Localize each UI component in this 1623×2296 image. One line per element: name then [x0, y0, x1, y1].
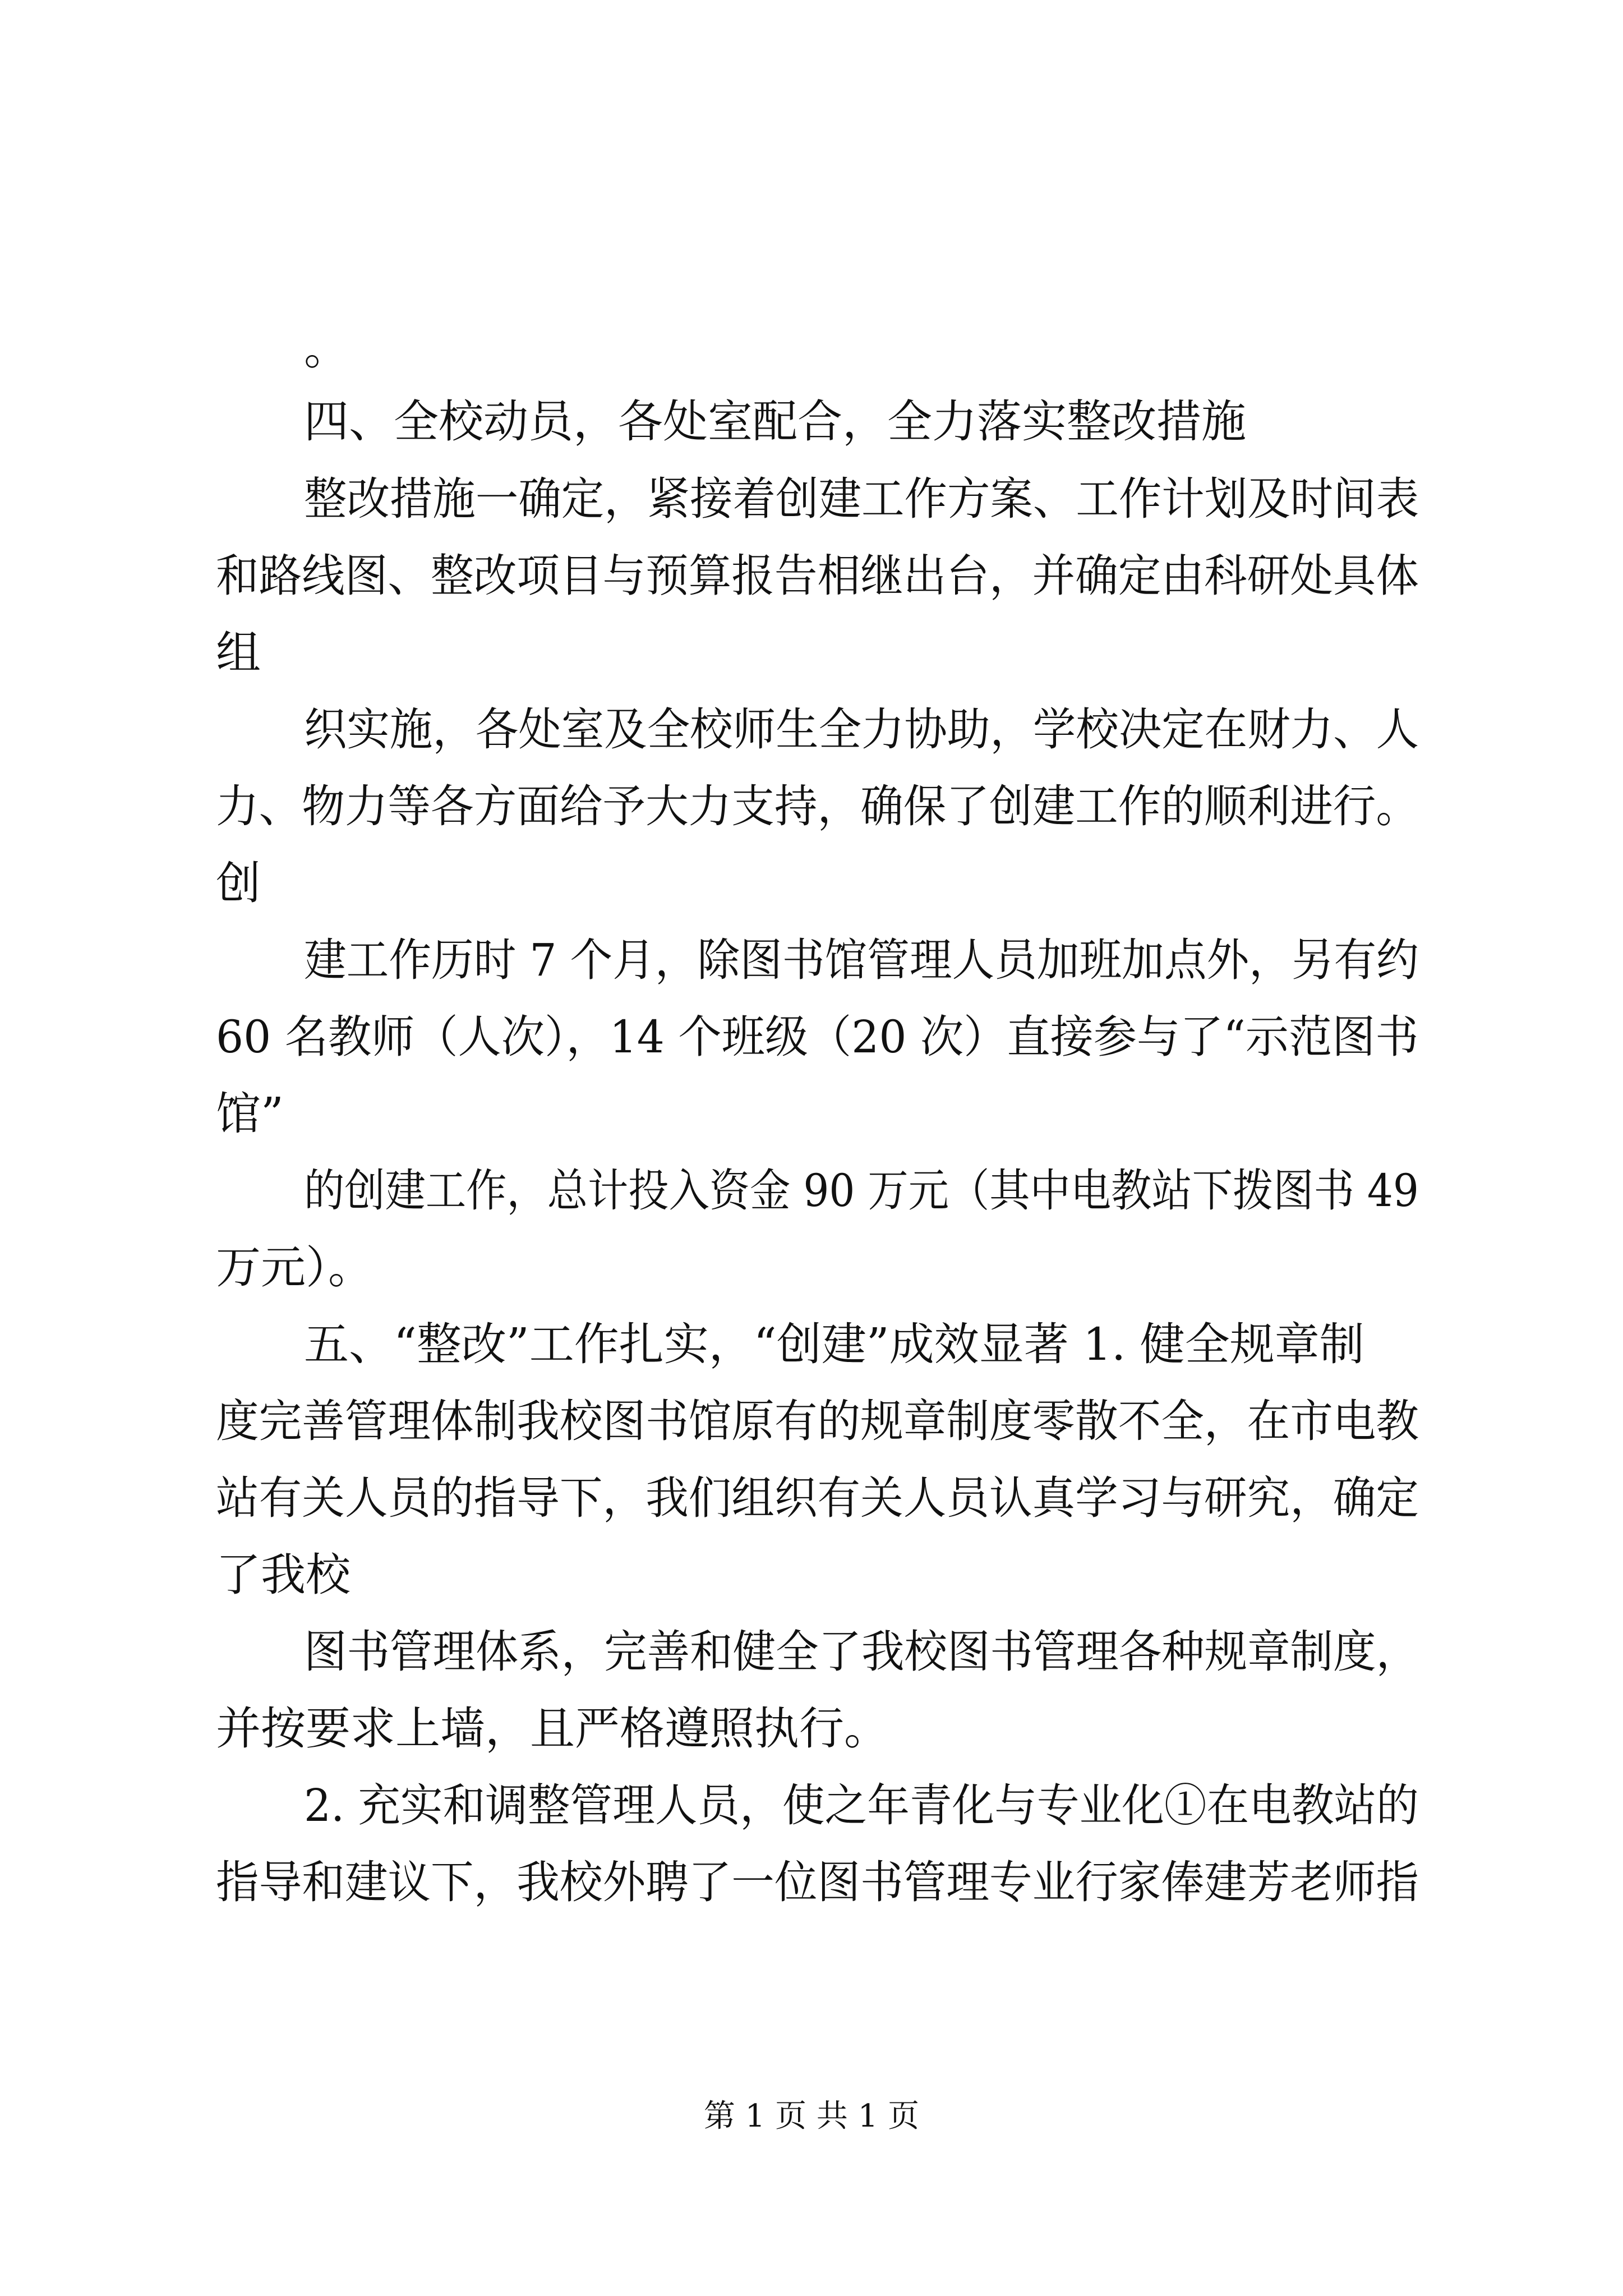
text-line: 指导和建议下，我校外聘了一位图书管理专业行家俸建芳老师指 [216, 1856, 1419, 1908]
text-line: 2. 充实和调整管理人员，使之年青化与专业化①在电教站的 [304, 1779, 1419, 1832]
text-line: 。 [304, 323, 349, 375]
text-line: 万元）。 [216, 1241, 373, 1294]
text-line: 组 [216, 627, 261, 679]
section-heading: 五、“整改”工作扎实，“创建”成效显著 1. 健全规章制 [304, 1318, 1364, 1370]
text-line: 站有关人员的指导下，我们组织有关人员认真学习与研究，确定 [216, 1472, 1419, 1524]
text-line: 织实施，各处室及全校师生全力协助，学校决定在财力、人 [304, 703, 1419, 756]
text-line: 图书管理体系，完善和健全了我校图书管理各种规章制度， [304, 1626, 1419, 1678]
text-line: 并按要求上墙，且严格遵照执行。 [216, 1703, 889, 1755]
text-line: 的创建工作，总计投入资金 90 万元（其中电教站下拨图书 49 [304, 1165, 1419, 1217]
page-footer: 第 1 页 共 1 页 [703, 2098, 920, 2134]
text-line: 力、物力等各方面给予大力支持，确保了创建工作的顺利进行。 [216, 780, 1419, 832]
text-line: 建工作历时 7 个月，除图书馆管理人员加班加点外，另有约 [304, 934, 1419, 986]
section-heading: 四、全校动员，各处室配合，全力落实整改措施 [304, 395, 1246, 448]
text-line: 了我校 [216, 1549, 351, 1601]
text-line: 整改措施一确定，紧接着创建工作方案、工作计划及时间表 [304, 473, 1419, 525]
text-line: 度完善管理体制我校图书馆原有的规章制度零散不全，在市电教 [216, 1395, 1419, 1447]
text-line: 创 [216, 857, 261, 909]
text-line: 和路线图、整改项目与预算报告相继出台，并确定由科研处具体 [216, 550, 1419, 602]
text-line: 馆” [216, 1088, 284, 1140]
text-line: 60 名教师（人次），14 个班级（20 次）直接参与了“示范图书 [216, 1011, 1419, 1063]
